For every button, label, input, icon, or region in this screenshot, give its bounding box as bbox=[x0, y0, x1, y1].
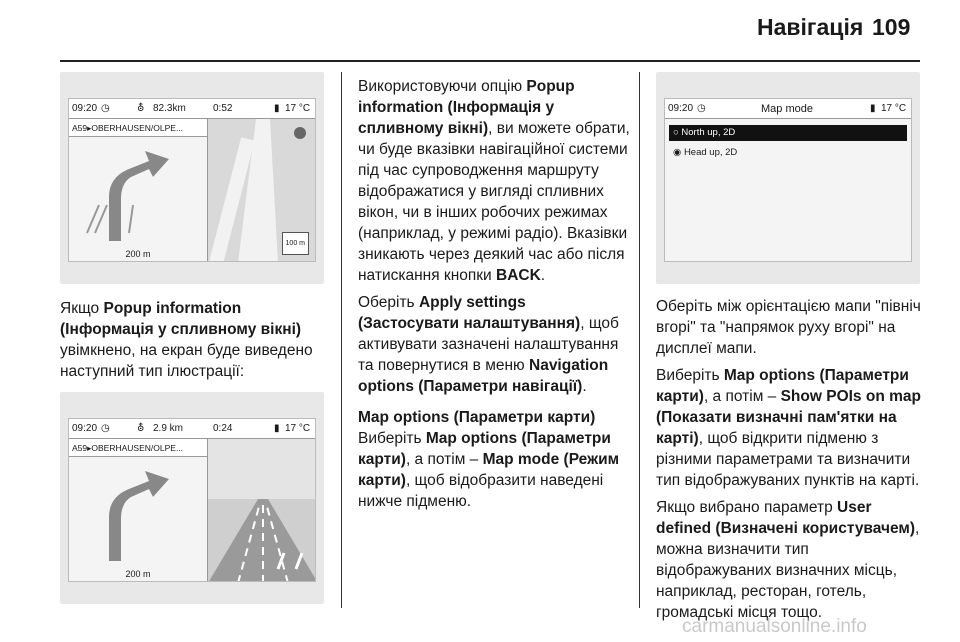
column-divider bbox=[639, 72, 640, 608]
map-view bbox=[207, 119, 315, 261]
route-name: A59▸OBERHAUSEN/OLPE... bbox=[69, 119, 207, 137]
status-bar bbox=[665, 99, 911, 119]
clock-time: 09:20 bbox=[668, 103, 694, 114]
paragraph: Оберіть Apply settings (Застосувати налаштування), щоб активувати зазначені налаштування та повернутися в меню Navigation options (Параметри навігації). bbox=[358, 294, 619, 395]
display-screen bbox=[68, 418, 316, 582]
turn-panel bbox=[69, 137, 207, 247]
paragraph: Виберіть Map options (Параметри карти), а потім – Show POIs on map (Показати визначні пам'ятки на карті), щоб відкрити підменю з різними параметрами та визначити тип відображуваних пунктів на карті. bbox=[656, 367, 921, 489]
distance-icon: ⛢ bbox=[137, 103, 145, 114]
clock-icon: ◷ bbox=[101, 103, 110, 114]
turn-panel bbox=[69, 457, 207, 567]
turn-distance: 200 m bbox=[125, 569, 151, 579]
option-head-up[interactable]: ◉ Head up, 2D bbox=[673, 147, 738, 158]
eta: 0:24 bbox=[213, 423, 233, 434]
display-screen bbox=[68, 98, 316, 262]
thermometer-icon: ▮ bbox=[274, 103, 280, 114]
paragraph: Оберіть між орієнтацією мапи "північ вгорі" та "напрямок руху вгорі" на дисплеї мапи. bbox=[656, 298, 921, 357]
screenshot-map-mode bbox=[656, 72, 920, 284]
temperature: 17 °C bbox=[881, 103, 907, 114]
screenshot-lane-popup bbox=[60, 392, 324, 604]
page-header bbox=[0, 0, 960, 62]
turn-arrow-icon bbox=[69, 137, 207, 241]
radio-empty-icon: ○ bbox=[673, 127, 679, 138]
turn-distance: 200 m bbox=[125, 249, 151, 259]
clock-time: 09:20 bbox=[72, 423, 98, 434]
paragraph: Виберіть Map options (Параметри карти), а потім – Map mode (Режим карти), щоб відобразити наведені нижче підменю. bbox=[358, 430, 620, 510]
column-divider bbox=[341, 72, 342, 608]
paragraph: Якщо Popup information (Інформація у спливному вікні) увімкнено, на екран буде виведено наступний тип ілюстрації: bbox=[60, 300, 313, 380]
display-screen bbox=[664, 98, 912, 262]
temperature: 17 °C bbox=[285, 423, 311, 434]
column-1 bbox=[60, 72, 332, 604]
compass-icon bbox=[294, 127, 306, 139]
eta: 0:52 bbox=[213, 103, 233, 114]
lane-guidance-view bbox=[207, 439, 315, 581]
screen-title: Map mode bbox=[761, 103, 813, 115]
status-bar bbox=[69, 99, 315, 119]
section-heading: Map options (Параметри карти) bbox=[358, 409, 596, 426]
remaining-distance: 82.3km bbox=[153, 103, 186, 114]
column-3 bbox=[656, 72, 926, 629]
clock-time: 09:20 bbox=[72, 103, 98, 114]
option-north-up[interactable]: ○ North up, 2D bbox=[669, 125, 907, 141]
distance-icon: ⛢ bbox=[137, 423, 145, 434]
lane-guidance-icon bbox=[208, 439, 316, 582]
clock-icon: ◷ bbox=[101, 423, 110, 434]
column-2 bbox=[358, 76, 630, 518]
watermark: carmanualsonline.info bbox=[682, 616, 867, 637]
status-bar bbox=[69, 419, 315, 439]
route-name: A59▸OBERHAUSEN/OLPE... bbox=[69, 439, 207, 457]
paragraph: Якщо вибрано параметр User defined (Визначені користувачем), можна визначити тип відображуваних визначних місць, наприклад, ресторан, готель, громадські місця тощо. bbox=[656, 499, 920, 621]
header-rule bbox=[60, 60, 920, 62]
clock-icon: ◷ bbox=[697, 103, 706, 114]
map-mode-list bbox=[669, 125, 907, 165]
map-scale: 100 m bbox=[282, 232, 309, 255]
screenshot-popup-map bbox=[60, 72, 324, 284]
temperature: 17 °C bbox=[285, 103, 311, 114]
turn-arrow-icon bbox=[69, 457, 207, 561]
remaining-distance: 2.9 km bbox=[153, 423, 184, 434]
radio-filled-icon: ◉ bbox=[673, 147, 682, 158]
page-number: 109 bbox=[872, 14, 911, 40]
page-title: Навігація bbox=[757, 14, 864, 40]
thermometer-icon: ▮ bbox=[274, 423, 280, 434]
paragraph: Використовуючи опцію Popup information (Інформація у спливному вікні), ви можете обрати, чи буде вказівки навігаційної системи під час супроводження маршруту відображатися у вигляді спливних вікон, чи в інших робочих режимах (наприклад, у режимі радіо). Вказівки зникають через деякий час або після натискання кнопки BACK. bbox=[358, 78, 630, 284]
thermometer-icon: ▮ bbox=[870, 103, 876, 114]
